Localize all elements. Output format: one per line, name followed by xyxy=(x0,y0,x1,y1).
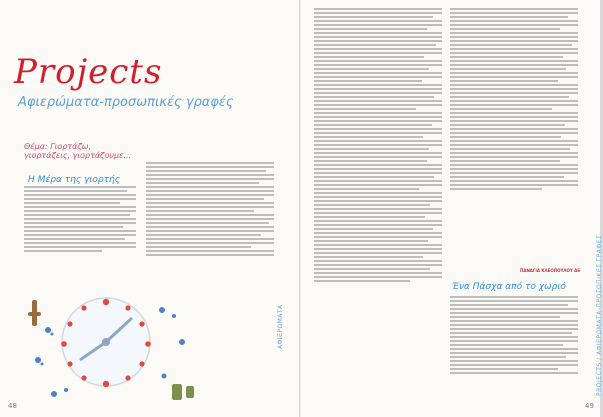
article-subheading-right: Ένα Πάσχα από το χωριό xyxy=(452,282,566,292)
page-gutter xyxy=(299,0,301,417)
margin-label-left: ΑΦΙΕΡΩΜΑΤΑ xyxy=(277,304,284,349)
page-number-right: 49 xyxy=(585,402,594,410)
author-signature: ΠΑΝΑΓΙΑ ΚΛΕΟΠΟΥΛΟΥ Δ6 xyxy=(520,268,581,273)
text-column-left-2 xyxy=(146,160,274,296)
text-column-right-1 xyxy=(314,6,442,398)
margin-label-right: PROJECTS / ΑΦΙΕΡΩΜΑΤΑ-ΠΡΟΣΩΠΙΚΕΣ ΓΡΑΦΕΣ xyxy=(596,234,603,396)
text-column-right-2 xyxy=(450,6,581,273)
section-heading: Θέμα: Γιορτάζω, γιορτάζεις, γιορτάζουμε... xyxy=(24,142,132,160)
page-number-left: 48 xyxy=(8,402,17,410)
page-subtitle: Αφιερώματα-προσωπικές γραφές xyxy=(18,95,234,110)
text-column-left-1 xyxy=(24,184,136,292)
article-subheading-left: Η Μέρα της γιορτής xyxy=(28,175,121,185)
page-title: Projects xyxy=(14,52,163,92)
text-column-right-3 xyxy=(450,294,578,398)
clock-illustration xyxy=(22,290,274,412)
